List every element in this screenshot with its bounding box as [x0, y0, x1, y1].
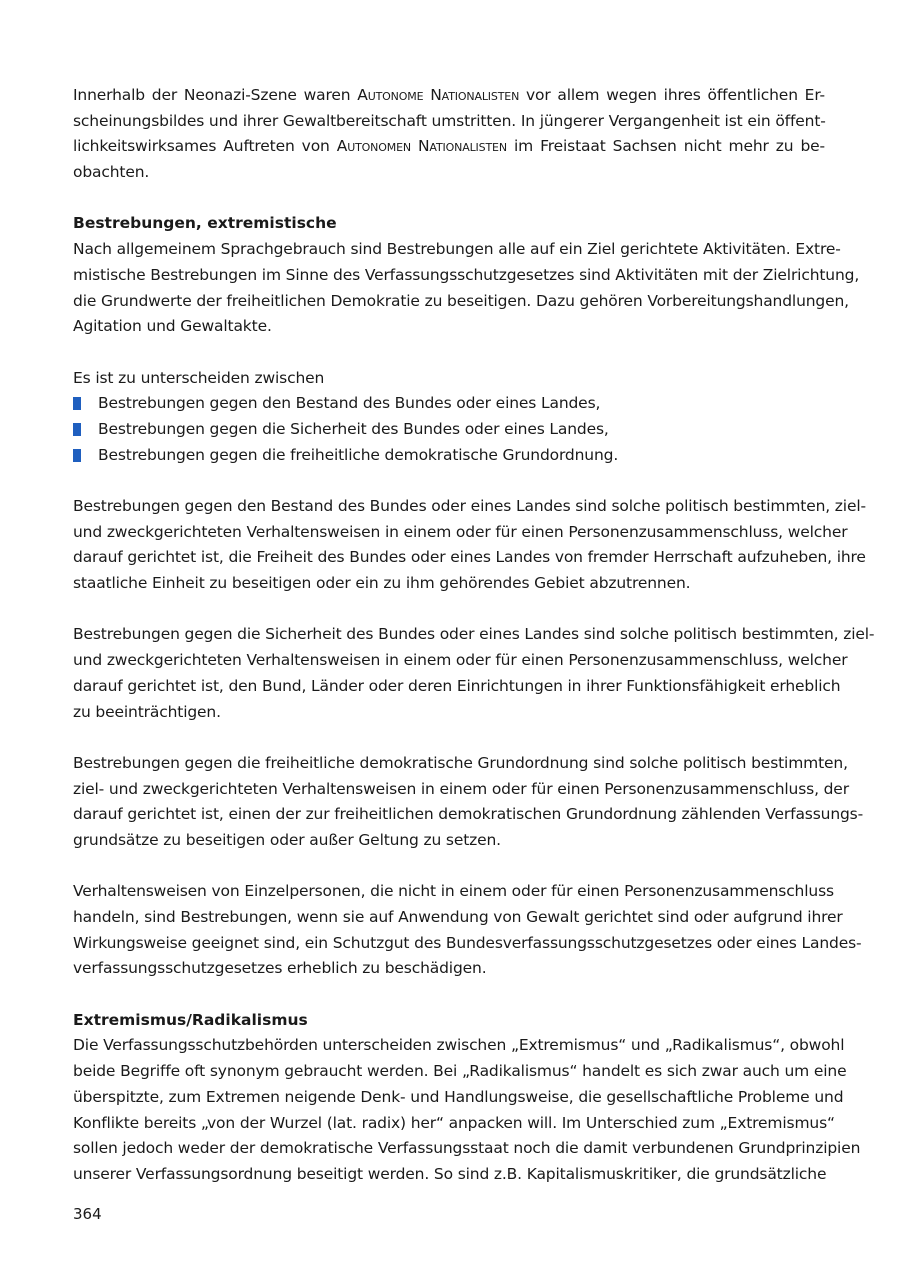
text-line: darauf gerichtet ist, die Freiheit des Bundes oder eines Landes von fremder Herrschaft aufzuheben, ihre [73, 548, 866, 567]
section-heading-extremismus: Extremismus/Radikalismus [73, 1010, 308, 1029]
small-caps-term: Autonomen Nationalisten [336, 137, 507, 156]
paragraph [73, 622, 875, 725]
text-line: obachten. [73, 163, 150, 182]
section-heading-bestrebungen: Bestrebungen, extremistische [73, 214, 337, 233]
text-line: lichkeitswirksames Auftreten von Autonomen Nationalisten im Freistaat Sachsen nicht mehr zu be- [73, 137, 825, 156]
intro-paragraph [73, 83, 825, 186]
text-line: unserer Verfassungsordnung beseitigt werden. So sind z.B. Kapitalismuskritiker, die grundsätzliche [73, 1164, 827, 1183]
text-line: staatliche Einheit zu beseitigen oder ein zu ihm gehörendes Gebiet abzutrennen. [73, 574, 691, 593]
text-line: und zweckgerichteten Verhaltensweisen in einem oder für einen Personenzusammenschluss, welcher [73, 651, 848, 670]
text-line: sollen jedoch weder der demokratische Verfassungsstaat noch die damit verbundenen Grundprinzipien [73, 1139, 861, 1158]
text-line: Bestrebungen gegen die Sicherheit des Bundes oder eines Landes sind solche politisch bestimmten, ziel- [73, 625, 875, 644]
paragraph [73, 879, 862, 982]
text-line: Bestrebungen gegen die freiheitliche demokratische Grundordnung sind solche politisch bestimmten, [73, 753, 848, 772]
text-line: Verhaltensweisen von Einzelpersonen, die nicht in einem oder für einen Personenzusammenschluss [73, 882, 834, 901]
square-bullet-icon [73, 449, 81, 462]
paragraph [73, 494, 866, 597]
square-bullet-icon [73, 397, 81, 410]
text-line: ziel- und zweckgerichteten Verhaltensweisen in einem oder für einen Personenzusammenschluss, der [73, 779, 849, 798]
text-line: scheinungsbildes und ihrer Gewaltbereitschaft umstritten. In jüngerer Vergangenheit ist ein öffent- [73, 111, 826, 130]
square-bullet-icon [73, 423, 81, 436]
text-line: Wirkungsweise geeignet sind, ein Schutzgut des Bundesverfassungsschutzgesetzes oder eines Landes- [73, 933, 862, 952]
text-line: überspitzte, zum Extremen neigende Denk- und Handlungsweise, die gesellschaftliche Probleme und [73, 1087, 844, 1106]
text-line: Bestrebungen gegen den Bestand des Bundes oder eines Landes sind solche politisch bestimmten, ziel- [73, 497, 866, 515]
text-line: Nach allgemeinem Sprachgebrauch sind Bestrebungen alle auf ein Ziel gerichtete Aktivitäten. Extre- [73, 240, 841, 259]
text-line: und zweckgerichteten Verhaltensweisen in einem oder für einen Personenzusammenschluss, welcher [73, 522, 848, 541]
paragraph [73, 751, 864, 854]
text-line: zu beeinträchtigen. [73, 702, 221, 721]
page-number: 364 [73, 1205, 102, 1223]
list-intro: Es ist zu unterscheiden zwischen [73, 368, 325, 387]
list-item: Bestrebungen gegen den Bestand des Bundes oder eines Landes, [73, 391, 825, 417]
text-line: grundsätze zu beseitigen oder außer Geltung zu setzen. [73, 830, 501, 849]
text-line: die Grundwerte der freiheitlichen Demokratie zu beseitigen. Dazu gehören Vorbereitungshandlungen, [73, 291, 849, 310]
text-line: handeln, sind Bestrebungen, wenn sie auf Anwendung von Gewalt gerichtet sind oder aufgrund ihrer [73, 908, 843, 926]
bullet-list [73, 391, 825, 468]
text-line: beide Begriffe oft synonym gebraucht werden. Bei „Radikalismus“ handelt es sich zwar auch um eine [73, 1062, 847, 1081]
list-item: Bestrebungen gegen die Sicherheit des Bundes oder eines Landes, [73, 417, 825, 443]
text-line: verfassungsschutzgesetzes erheblich zu beschädigen. [73, 959, 487, 978]
list-item: Bestrebungen gegen die freiheitliche demokratische Grundordnung. [73, 443, 825, 469]
document-page [73, 83, 875, 1188]
text-line: darauf gerichtet ist, den Bund, Länder oder deren Einrichtungen in ihrer Funktionsfähigkeit erheblich [73, 676, 841, 695]
paragraph [73, 1033, 861, 1187]
text-line: darauf gerichtet ist, einen der zur freiheitlichen demokratischen Grundordnung zählenden Verfassungs- [73, 805, 864, 824]
text-line: mistische Bestrebungen im Sinne des Verfassungsschutzgesetzes sind Aktivitäten mit der Zielrichtung, [73, 265, 860, 284]
paragraph [73, 237, 860, 340]
text-line: Konflikte bereits „von der Wurzel (lat. radix) her“ anpacken will. Im Unterschied zum „Extremismus“ [73, 1113, 835, 1132]
text-line: Die Verfassungsschutzbehörden unterscheiden zwischen „Extremismus“ und „Radikalismus“, obwohl [73, 1036, 845, 1055]
text-line: Innerhalb der Neonazi-Szene waren Autonome Nationalisten vor allem wegen ihres öffentlichen Er- [73, 86, 825, 104]
text-line: Agitation und Gewaltakte. [73, 317, 272, 336]
small-caps-term: Autonome Nationalisten [357, 86, 520, 104]
